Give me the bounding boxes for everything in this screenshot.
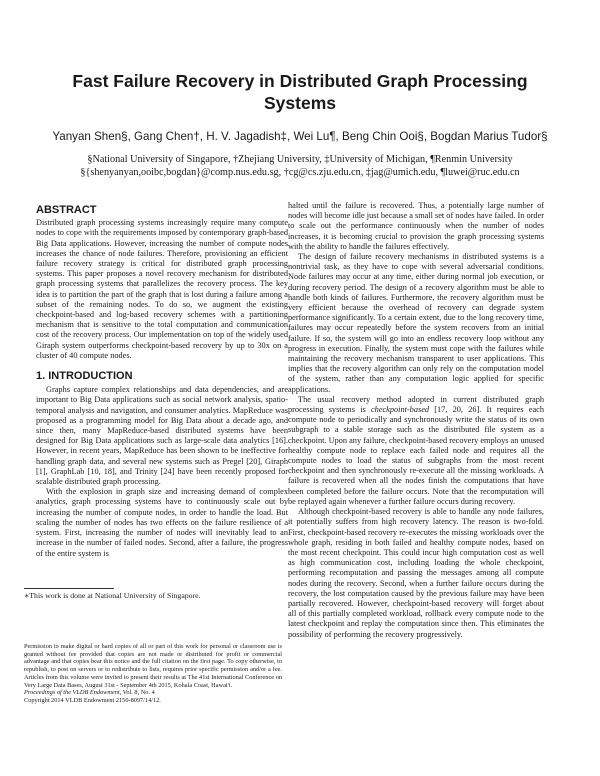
right-paragraph-2: The design of failure recovery mechanisms in distributed systems is a nontrivial task, as they have to cope with several adversarial conditions. Node failures may occur at any time, either during normal job execution, or during recovery period. The design of a recovery algorithm must be able to handle both kinds of failures. Furthermore, the recovery algorithm must be very efficient because the overhead of recovery can degrade system performance significantly. To a certain extent, due to the long recovery time, failures may occur repeatedly before the system recovers from an initial failure. If so, the system will go into an endless recovery loop without any progress in execution. Finally, the system must cope with the failures while maintaining the recovery mechanism transparent to user applications. This implies that the recovery algorithm can only rely on the computation model of the system, rather than any computation logic applied for specific applications. <box>288 252 544 394</box>
p3-emphasis: checkpoint-based <box>370 405 430 415</box>
permission-block <box>24 643 282 705</box>
copyright-line: Copyright 2014 VLDB Endowment 2150-8097/14/12. <box>24 696 161 704</box>
p3-pre: The usual recovery method adopted in current distributed graph processing systems is <box>288 394 544 415</box>
right-paragraph-4: Although checkpoint-based recovery is able to handle any node failures, it potentially suffers from high recovery latency. The reason is two-fold. First, checkpoint-based recovery re-executes the missing workloads over the whole graph, residing in both failed and healthy compute nodes, based on the most recent checkpoint. This could incur high computation cost as well as high communication cost, including loading the whole checkpoint, performing recomputation and passing the messages among all compute nodes during the recovery. Second, when a further failure occurs during the recovery, the lost computation caused by the previous failure may have been partially recovered. However, checkpoint-based recovery will forget about all of this partially completed workload, rollback every compute node to the latest checkpoint and replay the computation since then. This eliminates the possibility of performing the recovery progressively. <box>288 507 544 639</box>
abstract-heading: ABSTRACT <box>36 204 97 216</box>
right-paragraph-3 <box>288 395 544 507</box>
affiliations: §National University of Singapore, †Zhejiang University, ‡University of Michigan, ¶Renmin University <box>87 154 513 165</box>
author-list: Yanyan Shen§, Gang Chen†, H. V. Jagadish‡, Wei Lu¶, Beng Chin Ooi§, Bogdan Marius Tudor§ <box>52 130 548 143</box>
author-emails: §{shenyanyan,ooibc,bogdan}@comp.nus.edu.sg, †cg@cs.zju.edu.cn, ‡jag@umich.edu, ¶luwei@ruc.edu.cn <box>80 167 520 178</box>
abstract-text: Distributed graph processing systems increasingly require many compute nodes to cope with the requirements imposed by contemporary graph-based Big Data applications. However, increasing the number of compute nodes increases the chance of node failures. Therefore, provisioning an efficient failure recovery strategy is critical for distributed graph processing systems. This paper proposes a novel recovery mechanism for distributed graph processing systems that parallelizes the recovery process. The key idea is to partition the part of the graph that is lost during a failure among a subset of the remaining nodes. To do so, we augment the existing checkpoint-based and log-based recovery schemes with a partitioning mechanism that is sensitive to the total computation and communication cost of the recovery process. Our implementation on top of the widely used Giraph system outperforms checkpoint-based recovery by up to 30x on a cluster of 40 compute nodes. <box>36 218 288 360</box>
proceedings-name: Proceedings of the VLDB Endowment, <box>24 689 122 697</box>
p3-post: [17, 20, 26]. It requires each compute node to periodically and synchronously write the status of its own subgraph to a stable storage such as the distributed file system as a checkpoint. Upon any failure, checkpoint-based recovery employs an unused healthy compute node to replace each failed node and requires all the compute nodes to load the status of subgraphs from the most recent checkpoint and then synchronously re-execute all the missing workloads. A failure is recovered when all the nodes finish the computations that have been completed before the failure occurs. Note that the recomputation will be replayed again whenever a further failure occurs during recovery. <box>288 405 544 506</box>
paper-title: Fast Failure Recovery in Distributed Graph Processing Systems <box>72 71 528 113</box>
right-paragraph-1: halted until the failure is recovered. Thus, a potentially large number of nodes will become idle just because a small set of nodes have failed. In order to scale out the performance continuously when the number of nodes increases, it is becoming crucial to provision the graph processing systems with the ability to handle the failures effectively. <box>288 201 544 251</box>
footnote-rule <box>24 588 114 589</box>
intro-paragraph-1: Graphs capture complex relationships and data dependencies, and are important to Big Data applications such as social network analysis, spatio-temporal analysis and navigation, and consumer analytics. MapReduce was proposed as a programming model for Big Data about a decade ago, and since then, many MapReduce-based distributed systems have been designed for Big Data applications such as large-scale data analytics [16]. However, in recent years, MapReduce has been shown to be ineffective for handling graph data, and several new systems such as Pregel [20], Giraph [1], GraphLab [10, 18], and Trinity [24] have been recently proposed for scalable distributed graph processing. <box>36 385 288 487</box>
permission-text: Permission to make digital or hard copies of all or part of this work for personal or classroom use is granted without fee provided that copies are not made or distributed for profit or commercial advantage and that copies bear this notice and the full citation on the first page. To copy otherwise, to republish, to post on servers or to redistribute to lists, requires prior specific permission and/or a fee. Articles from this volume were invited to present their results at The 41st International Conference on Very Large Data Bases, August 31st - September 4th 2015, Kohala Coast, Hawai'i. <box>24 643 282 689</box>
footnote: ∗This work is done at National University of Singapore. <box>24 591 201 600</box>
intro-paragraph-2: With the explosion in graph size and increasing demand of complex analytics, graph processing systems have to continuously scale out by increasing the number of compute nodes, in order to handle the load. But scaling the number of nodes has two effects on the failure resilience of a system. First, increasing the number of nodes will inevitably lead to an increase in the number of failed nodes. Second, after a failure, the progress of the entire system is <box>36 487 288 558</box>
left-column <box>36 205 288 559</box>
right-column <box>288 201 544 640</box>
introduction-heading: 1. INTRODUCTION <box>36 370 133 383</box>
proceedings-volume: Vol. 8, No. 4 <box>121 689 155 697</box>
footnote-area <box>24 588 288 600</box>
